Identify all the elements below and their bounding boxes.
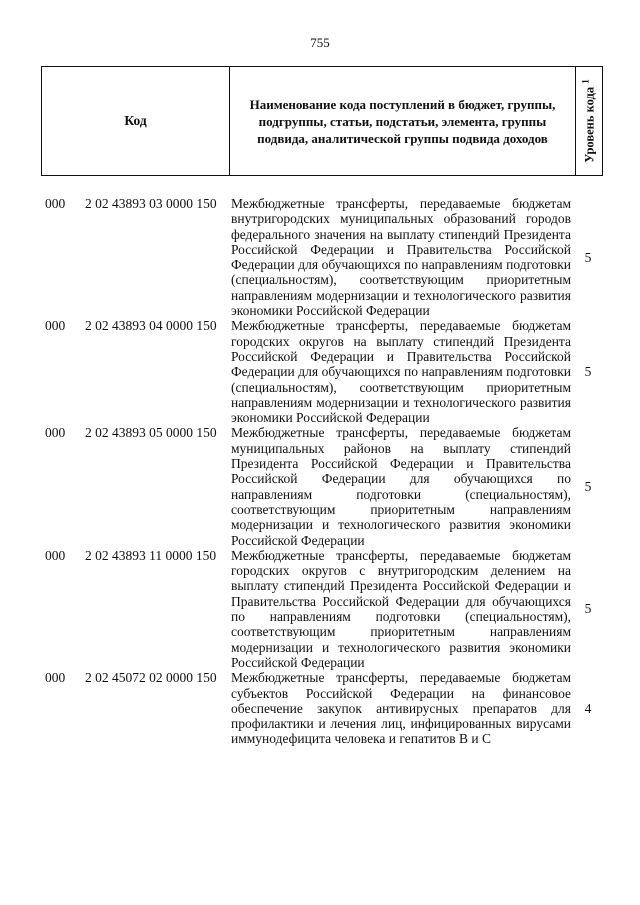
header-level-text: Уровень кода bbox=[582, 86, 597, 163]
row-description: Межбюджетные трансферты, передаваемые бюджетам субъектов Российской Федерации на финансовое обеспечение закупок антивирусных препаратов для профилактики и лечения лиц, инфицированных вирусами иммунодефицита человека и гепатитов B и C bbox=[231, 670, 571, 747]
table-row bbox=[45, 670, 605, 746]
row-code: 2 02 43893 04 0000 150 bbox=[85, 318, 217, 334]
row-prefix: 000 bbox=[45, 547, 66, 563]
table-header bbox=[41, 66, 603, 176]
row-prefix: 000 bbox=[45, 318, 66, 334]
row-description: Межбюджетные трансферты, передаваемые бюджетам муниципальных районов на выплату стипендий Президента Российской Федерации и Правительства Российской Федерации для обучающихся по направлениям подготовки (специальностям), соответствующим приоритетным направлениям модернизации и технологического развития экономики Российской Федерации bbox=[231, 425, 571, 548]
row-level: 5 bbox=[584, 478, 592, 494]
row-level: 4 bbox=[584, 700, 592, 716]
row-code: 2 02 43893 05 0000 150 bbox=[85, 425, 217, 441]
header-code: Код bbox=[42, 67, 230, 175]
row-code: 2 02 43893 11 0000 150 bbox=[85, 547, 217, 563]
row-prefix: 000 bbox=[45, 196, 66, 211]
header-level-footnote: 1 bbox=[580, 79, 591, 84]
row-description: Межбюджетные трансферты, передаваемые бюджетам внутригородских муниципальных образований городов федерального значения на выплату стипендий Президента Российской Федерации и Правительства Российской Федерации для обучающихся по направлениям подготовки (специальностям), соответствующим приоритетным направлениям модернизации и технологического развития экономики Российской Федерации bbox=[231, 196, 571, 319]
row-prefix: 000 bbox=[45, 425, 66, 441]
header-level bbox=[576, 67, 602, 175]
row-prefix: 000 bbox=[45, 670, 66, 686]
row-description: Межбюджетные трансферты, передаваемые бюджетам городских округов на выплату стипендий Президента Российской Федерации и Правительства Российской Федерации для обучающихся по направлениям подготовки (специальностям), соответствующим приоритетным направлениям модернизации и технологического развития экономики Российской Федерации bbox=[231, 318, 571, 426]
row-level: 5 bbox=[584, 249, 592, 265]
table-row bbox=[45, 548, 605, 670]
row-level: 5 bbox=[584, 601, 592, 617]
row-code: 2 02 45072 02 0000 150 bbox=[85, 670, 217, 686]
row-code: 2 02 43893 03 0000 150 bbox=[85, 196, 217, 211]
table-body bbox=[45, 196, 605, 747]
header-name: Наименование кода поступлений в бюджет, группы, подгруппы, статьи, подстатьи, элемента, группы подвида, аналитической группы подвида доходов bbox=[230, 67, 576, 175]
table-row bbox=[45, 318, 605, 425]
row-level: 5 bbox=[584, 364, 592, 380]
page-number: 755 bbox=[310, 35, 330, 50]
table-row bbox=[45, 425, 605, 547]
table-row bbox=[45, 196, 605, 318]
row-description: Межбюджетные трансферты, передаваемые бюджетам городских округов с внутригородским делением на выплату стипендий Президента Российской Федерации и Правительства Российской Федерации для обучающихся по направлениям подготовки (специальностям), соответствующим приоритетным направлениям модернизации и технологического развития экономики Российской Федерации bbox=[231, 547, 571, 670]
header-level-label bbox=[580, 79, 597, 162]
